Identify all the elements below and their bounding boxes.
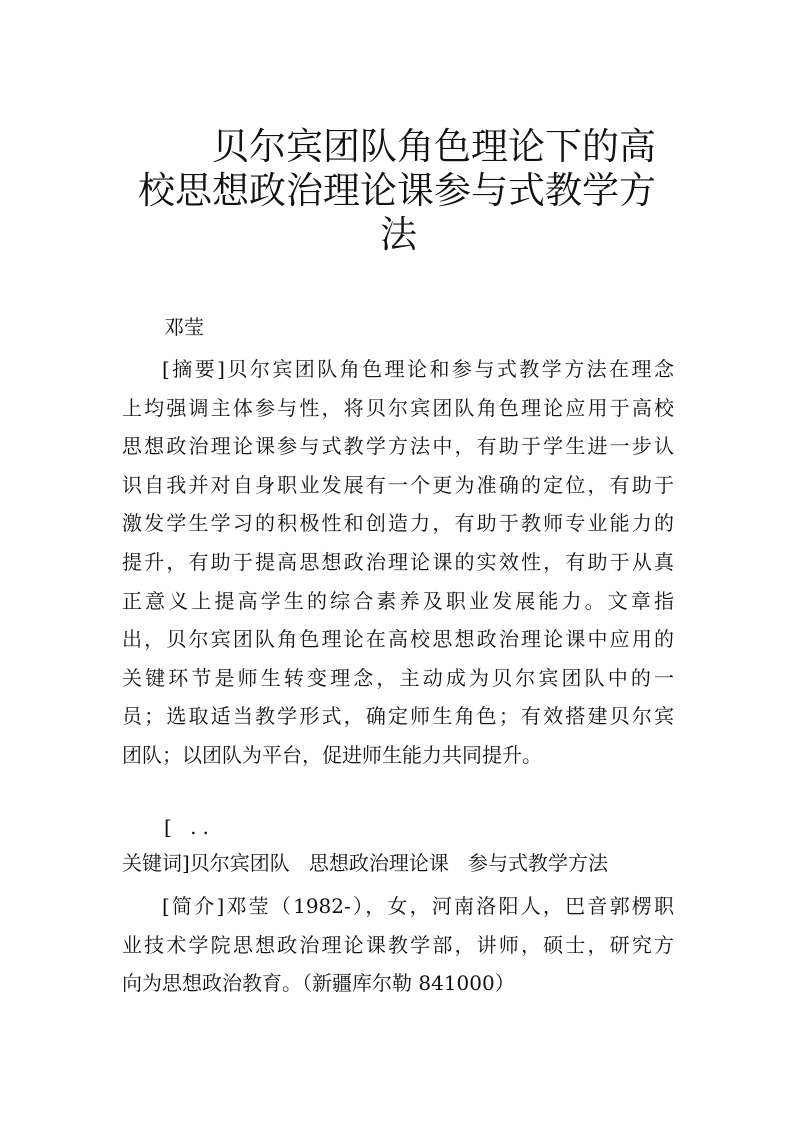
abstract-line: 员；选取适当教学形式，确定师生角色；有效搭建贝尔宾 — [122, 704, 674, 729]
keywords-line: 关键词]贝尔宾团队 思想政治理论课 参与式教学方法 — [122, 851, 608, 875]
author-name: 邓莹 — [164, 315, 204, 339]
abstract-line: 团队；以团队为平台，促进师生能力共同提升。 — [122, 742, 542, 767]
abstract-line: 关键环节是师生转变理念，主动成为贝尔宾团队中的一 — [122, 665, 674, 690]
title-line-1: 贝尔宾团队角色理论下的高 — [212, 124, 656, 168]
abstract-line: 提升，有助于提高思想政治理论课的实效性，有助于从真 — [122, 549, 674, 574]
bio-line: [简介]邓莹（1982-），女，河南洛阳人，巴音郭楞职 — [162, 894, 674, 918]
abstract-line: 激发学生学习的积极性和创造力，有助于教师专业能力的 — [122, 511, 674, 536]
abstract-line: 出，贝尔宾团队角色理论在高校思想政治理论课中应用的 — [122, 627, 674, 652]
bracket-fragment: [ .. — [164, 815, 215, 839]
abstract-line: 正意义上提高学生的综合素养及职业发展能力。文章指 — [122, 588, 674, 613]
abstract-line: 上均强调主体参与性，将贝尔宾团队角色理论应用于高校 — [122, 395, 674, 420]
title-line-3: 法 — [380, 212, 417, 256]
abstract-line: [摘要]贝尔宾团队角色理论和参与式教学方法在理念 — [162, 357, 674, 381]
bio-line: 业技术学院思想政治理论课教学部，讲师，硕士，研究方 — [122, 932, 674, 957]
author-bio-paragraph — [122, 887, 674, 1003]
document-title — [120, 125, 680, 257]
abstract-line: 思想政治理论课参与式教学方法中，有助于学生进一步认 — [122, 434, 674, 459]
bio-line: 向为思想政治教育。（新疆库尔勒 841000） — [122, 971, 515, 996]
abstract-line: 识自我并对自身职业发展有一个更为准确的定位，有助于 — [122, 472, 674, 497]
abstract-paragraph — [122, 350, 674, 775]
title-line-2: 校思想政治理论课参与式教学方 — [138, 168, 656, 212]
